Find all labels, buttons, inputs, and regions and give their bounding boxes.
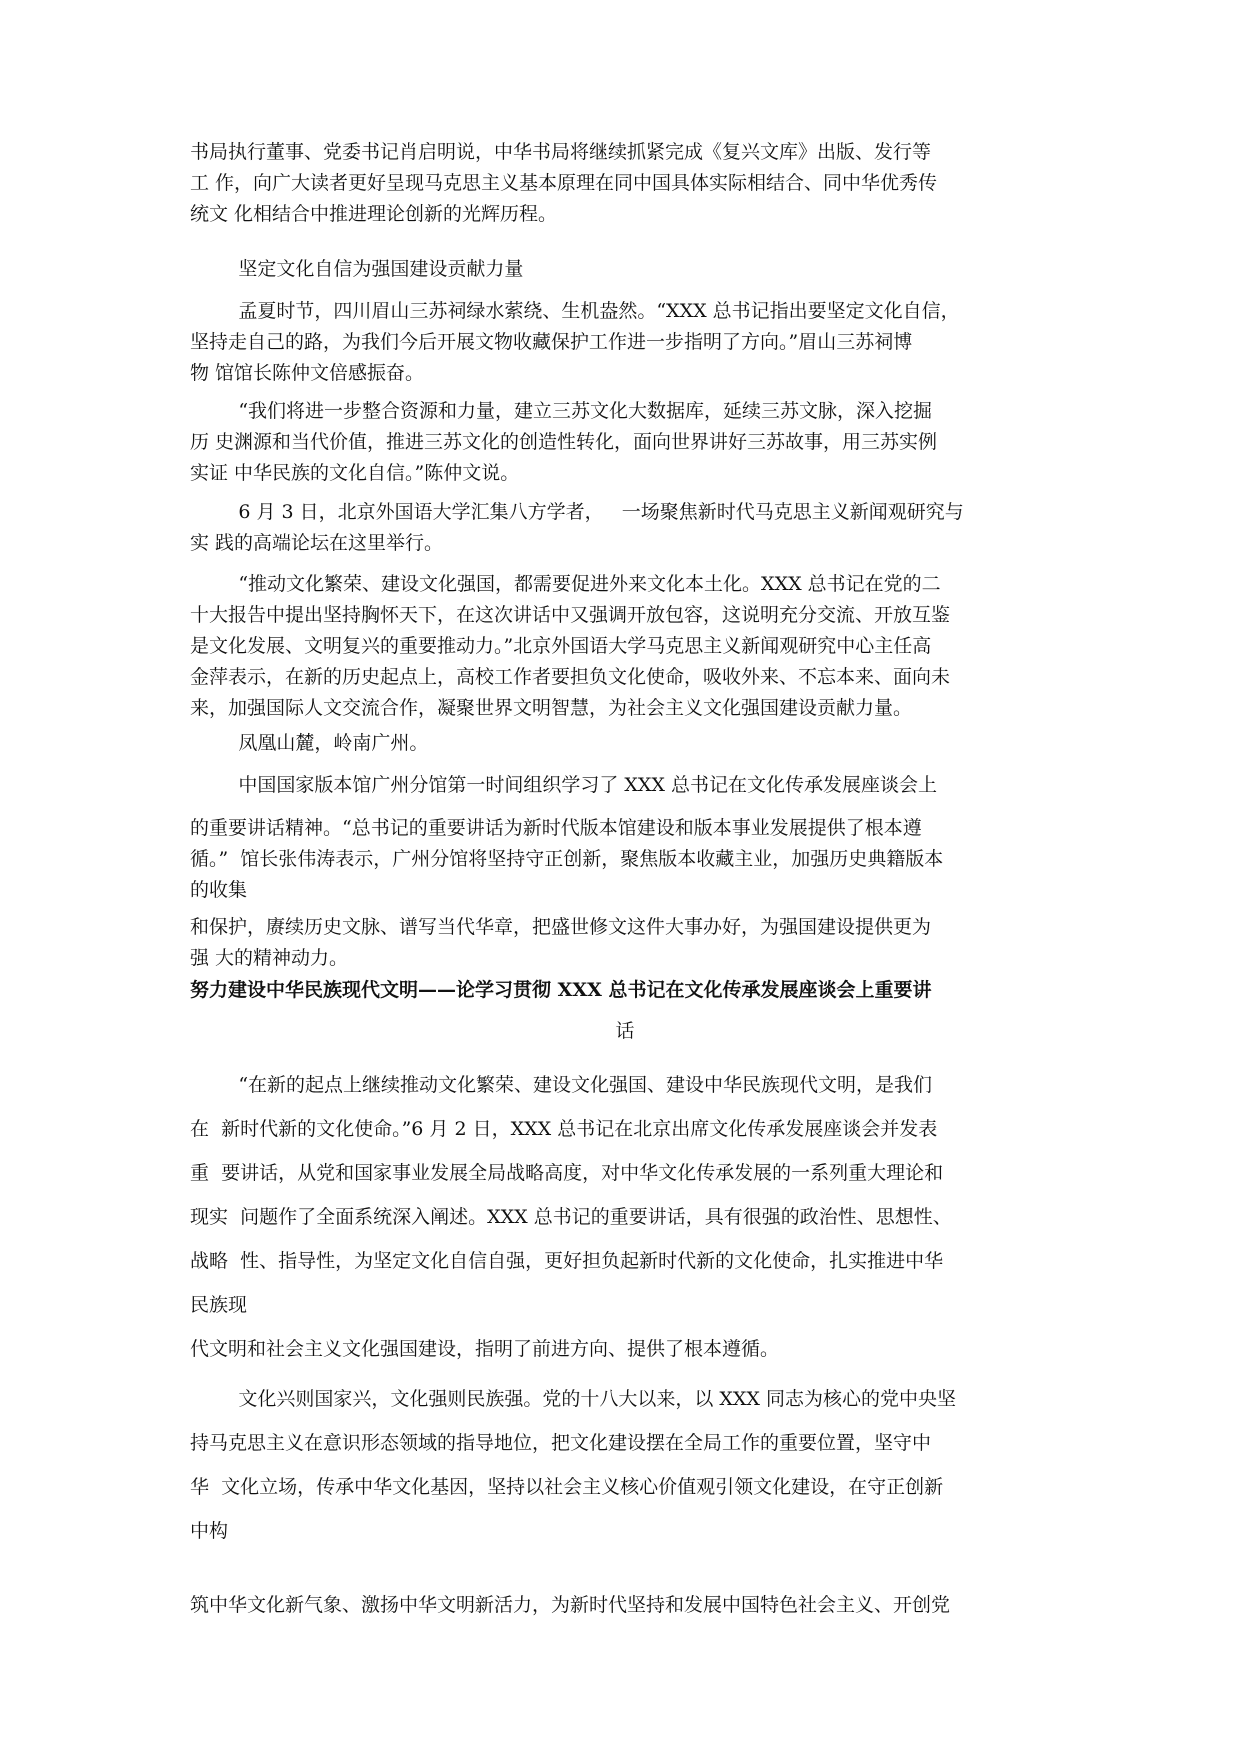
- paragraph-guangzhou-archive-intro: 中国国家版本馆广州分馆第一时间组织学习了 XXX 总书记在文化传承发展座谈会上: [190, 774, 937, 796]
- paragraph-mission-continuation: 代文明和社会主义文化强国建设，指明了前进方向、提供了根本遵循。: [190, 1338, 780, 1360]
- paragraph-new-vitality: 筑中华文化新气象、激扬中华文明新活力，为新时代坚持和发展中国特色社会主义、开创党: [190, 1594, 951, 1616]
- paragraph-phoenix-mountain: 凤凰山麓，岭南广州。: [190, 732, 429, 754]
- article-heading-continuation: 话: [615, 1020, 635, 1042]
- paragraph-sansu-shrine: 孟夏时节，四川眉山三苏祠绿水萦绕、生机盎然。“XXX 总书记指出要坚定文化自信， 坚持走自己的路，为我们今后开展文物收藏保护工作进一步指明了方向。”眉山三苏祠博 物 馆馆长陈仲文倍感振奋。: [190, 300, 960, 384]
- paragraph-new-cultural-mission: “在新的起点上继续推动文化繁荣、建设文化强国、建设中华民族现代文明，是我们 在 新时代新的文化使命。”6 月 2 日，XXX 总书记在北京出席文化传承发展座谈会并发表 重 要讲话，从党和国家事业发展全局战略高度，对中华文化传承发展的一系列重大理论和 现实 问题作了全面系统深入阐述。XXX 总书记的重要讲话，具有很强的政治性、思想性、 战略 性、指导性，为坚定文化自信自强，更好担负起新时代新的文化使命，扎实推进中华 民族现: [190, 1074, 952, 1316]
- section-subtitle-cultural-confidence: 坚定文化自信为强国建设贡献力量: [190, 258, 524, 280]
- paragraph-zhonghua-book-company: 书局执行董事、党委书记肖启明说，中华书局将继续抓紧完成《复兴文库》出版、发行等 工 作，向广大读者更好呈现马克思主义基本原理在同中国具体实际相结合、同中华优秀传 统文 化相结合中推进理论创新的光辉历程。: [190, 141, 938, 225]
- paragraph-sansu-database: “我们将进一步整合资源和力量，建立三苏文化大数据库，延续三苏文脉，深入挖掘 历 史渊源和当代价值，推进三苏文化的创造性转化，面向世界讲好三苏故事，用三苏实例 实证 中华民族的文化自信。”陈仲文说。: [190, 400, 938, 484]
- article-heading: 努力建设中华民族现代文明——论学习贯彻 XXX 总书记在文化传承发展座谈会上重要讲: [190, 979, 932, 1001]
- paragraph-bfsu-forum: 6 月 3 日，北京外国语大学汇集八方学者， 一场聚焦新时代马克思主义新闻观研究与 实 践的高端论坛在这里举行。: [190, 501, 964, 554]
- paragraph-guangzhou-archive-speech: 的重要讲话精神。“总书记的重要讲话为新时代版本馆建设和版本事业发展提供了根本遵 循。” 馆长张伟涛表示，广州分馆将坚持守正创新，聚焦版本收藏主业，加强历史典籍版本 的收集: [190, 817, 944, 901]
- paragraph-bfsu-quote: “推动文化繁荣、建设文化强国，都需要促进外来文化本土化。XXX 总书记在党的二 十大报告中提出坚持胸怀天下，在这次讲话中又强调开放包容，这说明充分交流、开放互鉴 是文化发展、文明复兴的重要推动力。”北京外国语大学马克思主义新闻观研究中心主任高 金萍表示，在新的历史起点上，高校工作者要担负文化使命，吸收外来、不忘本来、面向未 来，加强国际人文交流合作，凝聚世界文明智慧，为社会主义文化强国建设贡献力量。: [190, 573, 951, 719]
- paragraph-guangzhou-archive-protection: 和保护，赓续历史文脉、谱写当代华章，把盛世修文这件大事办好，为强国建设提供更为 强 大的精神动力。: [190, 916, 932, 969]
- paragraph-culture-prosperity: 文化兴则国家兴，文化强则民族强。党的十八大以来，以 XXX 同志为核心的党中央坚 持马克思主义在意识形态领域的指导地位，把文化建设摆在全局工作的重要位置，坚守中 华 文化立场，传承中华文化基因，坚持以社会主义核心价值观引领文化建设，在守正创新 中构: [190, 1388, 956, 1542]
